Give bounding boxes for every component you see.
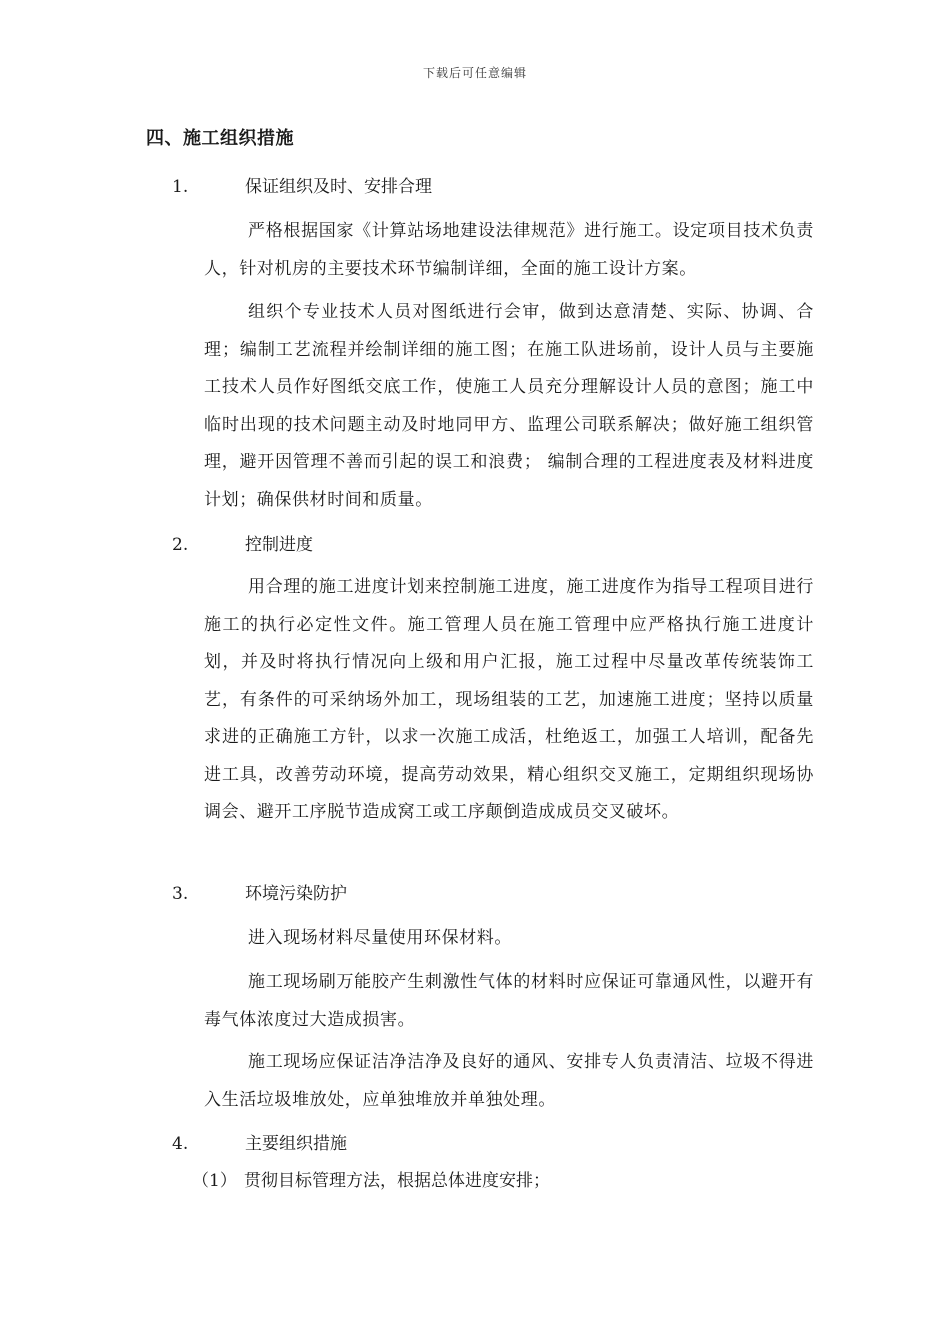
paragraph: 进入现场材料尽量使用环保材料。 (248, 928, 512, 948)
item-heading-text: 保证组织及时、安排合理 (245, 177, 432, 197)
paragraph: 施工现场刷万能胶产生刺激性气体的材料时应保证可靠通风性，以避开有毒气体浓度过大造成损害。 (204, 972, 814, 1030)
item-number: 3. (172, 884, 189, 904)
item-heading-text: 主要组织措施 (245, 1134, 347, 1154)
paragraph: 严格根据国家《计算站场地建设法律规范》进行施工。设定项目技术负责人，针对机房的主要技术环节编制详细，全面的施工设计方案。 (204, 221, 814, 279)
sub-item-text: 贯彻目标管理方法，根据总体进度安排； (244, 1171, 550, 1191)
item-number: 1. (172, 177, 189, 197)
item-heading-2 (172, 532, 313, 558)
item-heading-3 (172, 881, 347, 907)
paragraph: 用合理的施工进度计划来控制施工进度，施工进度作为指导工程项目进行施工的执行必定性文件。施工管理人员在施工管理中应严格执行施工进度计划，并及时将执行情况向上级和用户汇报，施工过程中尽量改革传统装饰工艺，有条件的可采纳场外加工，现场组装的工艺，加速施工进度；坚持以质量求进的正确施工方针，以求一次施工成活，杜绝返工，加强工人培训，配备先进工具，改善劳动环境，提高劳动效果，精心组织交叉施工，定期组织现场协调会、避开工序脱节造成窝工或工序颠倒造成成员交叉破坏。 (204, 577, 814, 822)
section-title: 四、施工组织措施 (146, 128, 294, 149)
header-note: 下载后可任意编辑 (422, 66, 527, 80)
sub-item-1 (192, 1166, 550, 1191)
item-heading-1 (172, 174, 432, 200)
paragraph: 组织个专业技术人员对图纸进行会审，做到达意清楚、实际、协调、合理；编制工艺流程并绘制详细的施工图；在施工队进场前，设计人员与主要施工技术人员作好图纸交底工作，使施工人员充分理解设计人员的意图；施工中临时出现的技术问题主动及时地同甲方、监理公司联系解决；做好施工组织管理，避开因管理不善而引起的误工和浪费； 编制合理的工程进度表及材料进度计划；确保供材时间和质量。 (204, 302, 814, 510)
item-number: 2. (172, 535, 189, 555)
paragraph: 施工现场应保证洁净洁净及良好的通风、安排专人负责清洁、垃圾不得进入生活垃圾堆放处，应单独堆放并单独处理。 (204, 1052, 814, 1110)
item-number: 4. (172, 1134, 189, 1154)
item-heading-4 (172, 1131, 347, 1157)
sub-item-number: （1） (192, 1171, 237, 1191)
item-heading-text: 环境污染防护 (245, 884, 347, 904)
item-heading-text: 控制进度 (245, 535, 313, 555)
